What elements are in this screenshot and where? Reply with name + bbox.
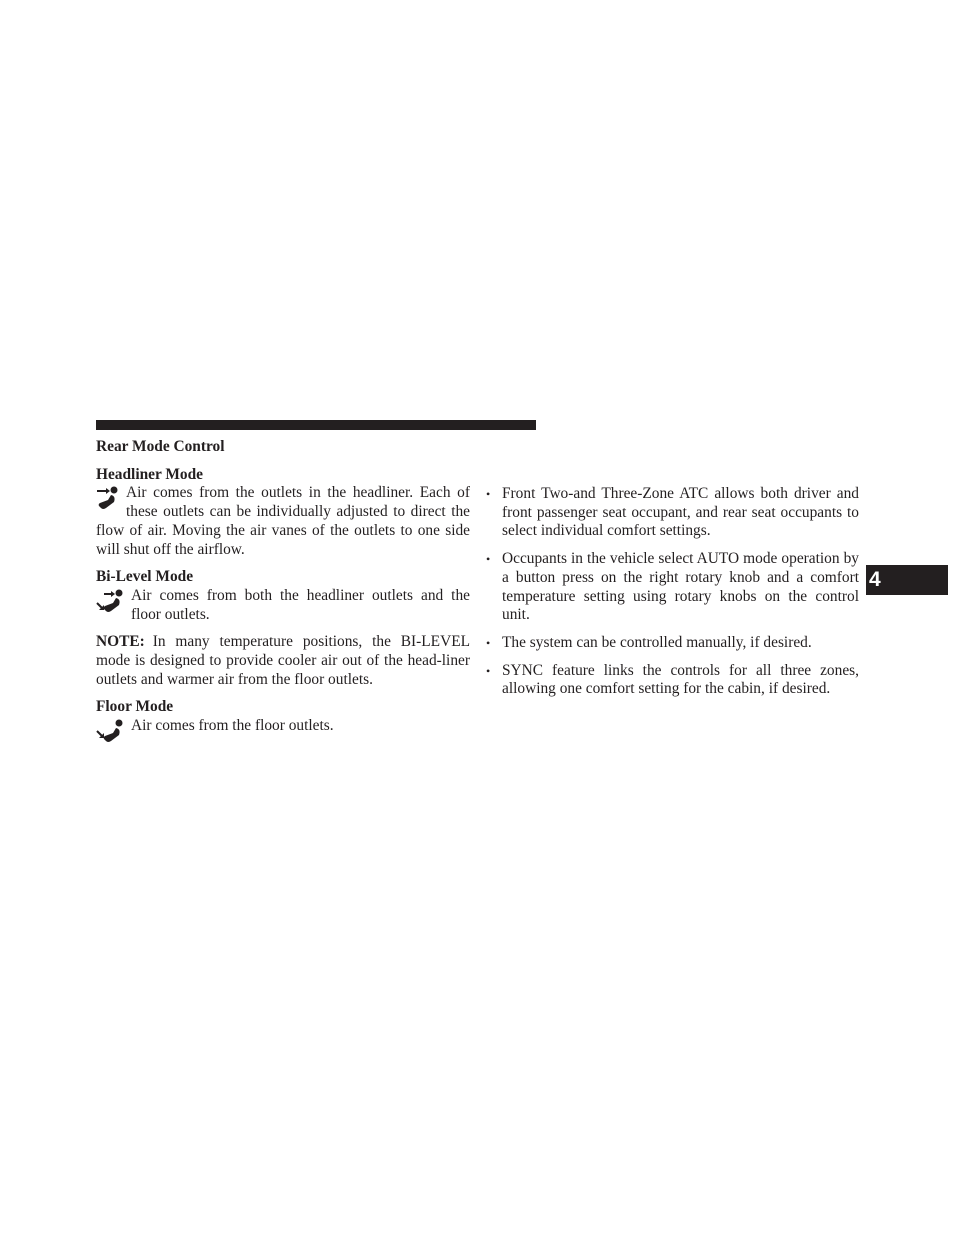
feature-list	[486, 485, 859, 699]
bi-level-mode-icon	[96, 589, 127, 623]
floor-mode-text: Air comes from the floor outlets.	[131, 717, 334, 735]
list-item: • Front Two-and Three-Zone ATC allows both driver and front passenger seat occupant, and rear seat occupants to select individual comfort settings.	[486, 485, 859, 541]
floor-mode-heading: Floor Mode	[96, 698, 174, 716]
section-title: Rear Mode Control	[96, 438, 225, 455]
list-item: • Occupants in the vehicle select AUTO mode operation by a button press on the right rotary knob and a comfort temperature setting using rotary knobs on the control unit.	[486, 550, 859, 625]
floor-mode-icon	[96, 719, 127, 753]
note-label: NOTE:	[96, 633, 145, 651]
bi-level-mode-text: Air comes from both the headliner outlets and the floor outlets.	[131, 586, 470, 623]
right-column	[486, 485, 859, 708]
section-rule	[96, 420, 536, 430]
chapter-tab: 4	[866, 565, 948, 595]
bi-level-mode-block	[96, 587, 470, 624]
left-column	[96, 438, 470, 762]
note-paragraph	[96, 633, 470, 689]
headliner-mode-text: Air comes from the outlets in the headliner. Each of these outlets can be individually adjusted to direct the flow of air. Moving the air vanes of the outlets to one side will shut off the airflow.	[96, 484, 470, 558]
list-item: • The system can be controlled manually, if desired.	[486, 634, 859, 653]
headliner-mode-block	[96, 484, 470, 559]
list-item: • SYNC feature links the controls for all three zones, allowing one comfort setting for the cabin, if desired.	[486, 662, 859, 699]
headliner-mode-heading: Headliner Mode	[96, 465, 204, 483]
headliner-mode-icon	[96, 486, 122, 520]
floor-mode-block	[96, 717, 470, 753]
note-text: In many temperature positions, the BI-LEVEL mode is designed to provide cooler air out of the head-liner outlets and warmer air from the floor outlets.	[96, 633, 470, 688]
bi-level-mode-heading: Bi-Level Mode	[96, 568, 194, 586]
